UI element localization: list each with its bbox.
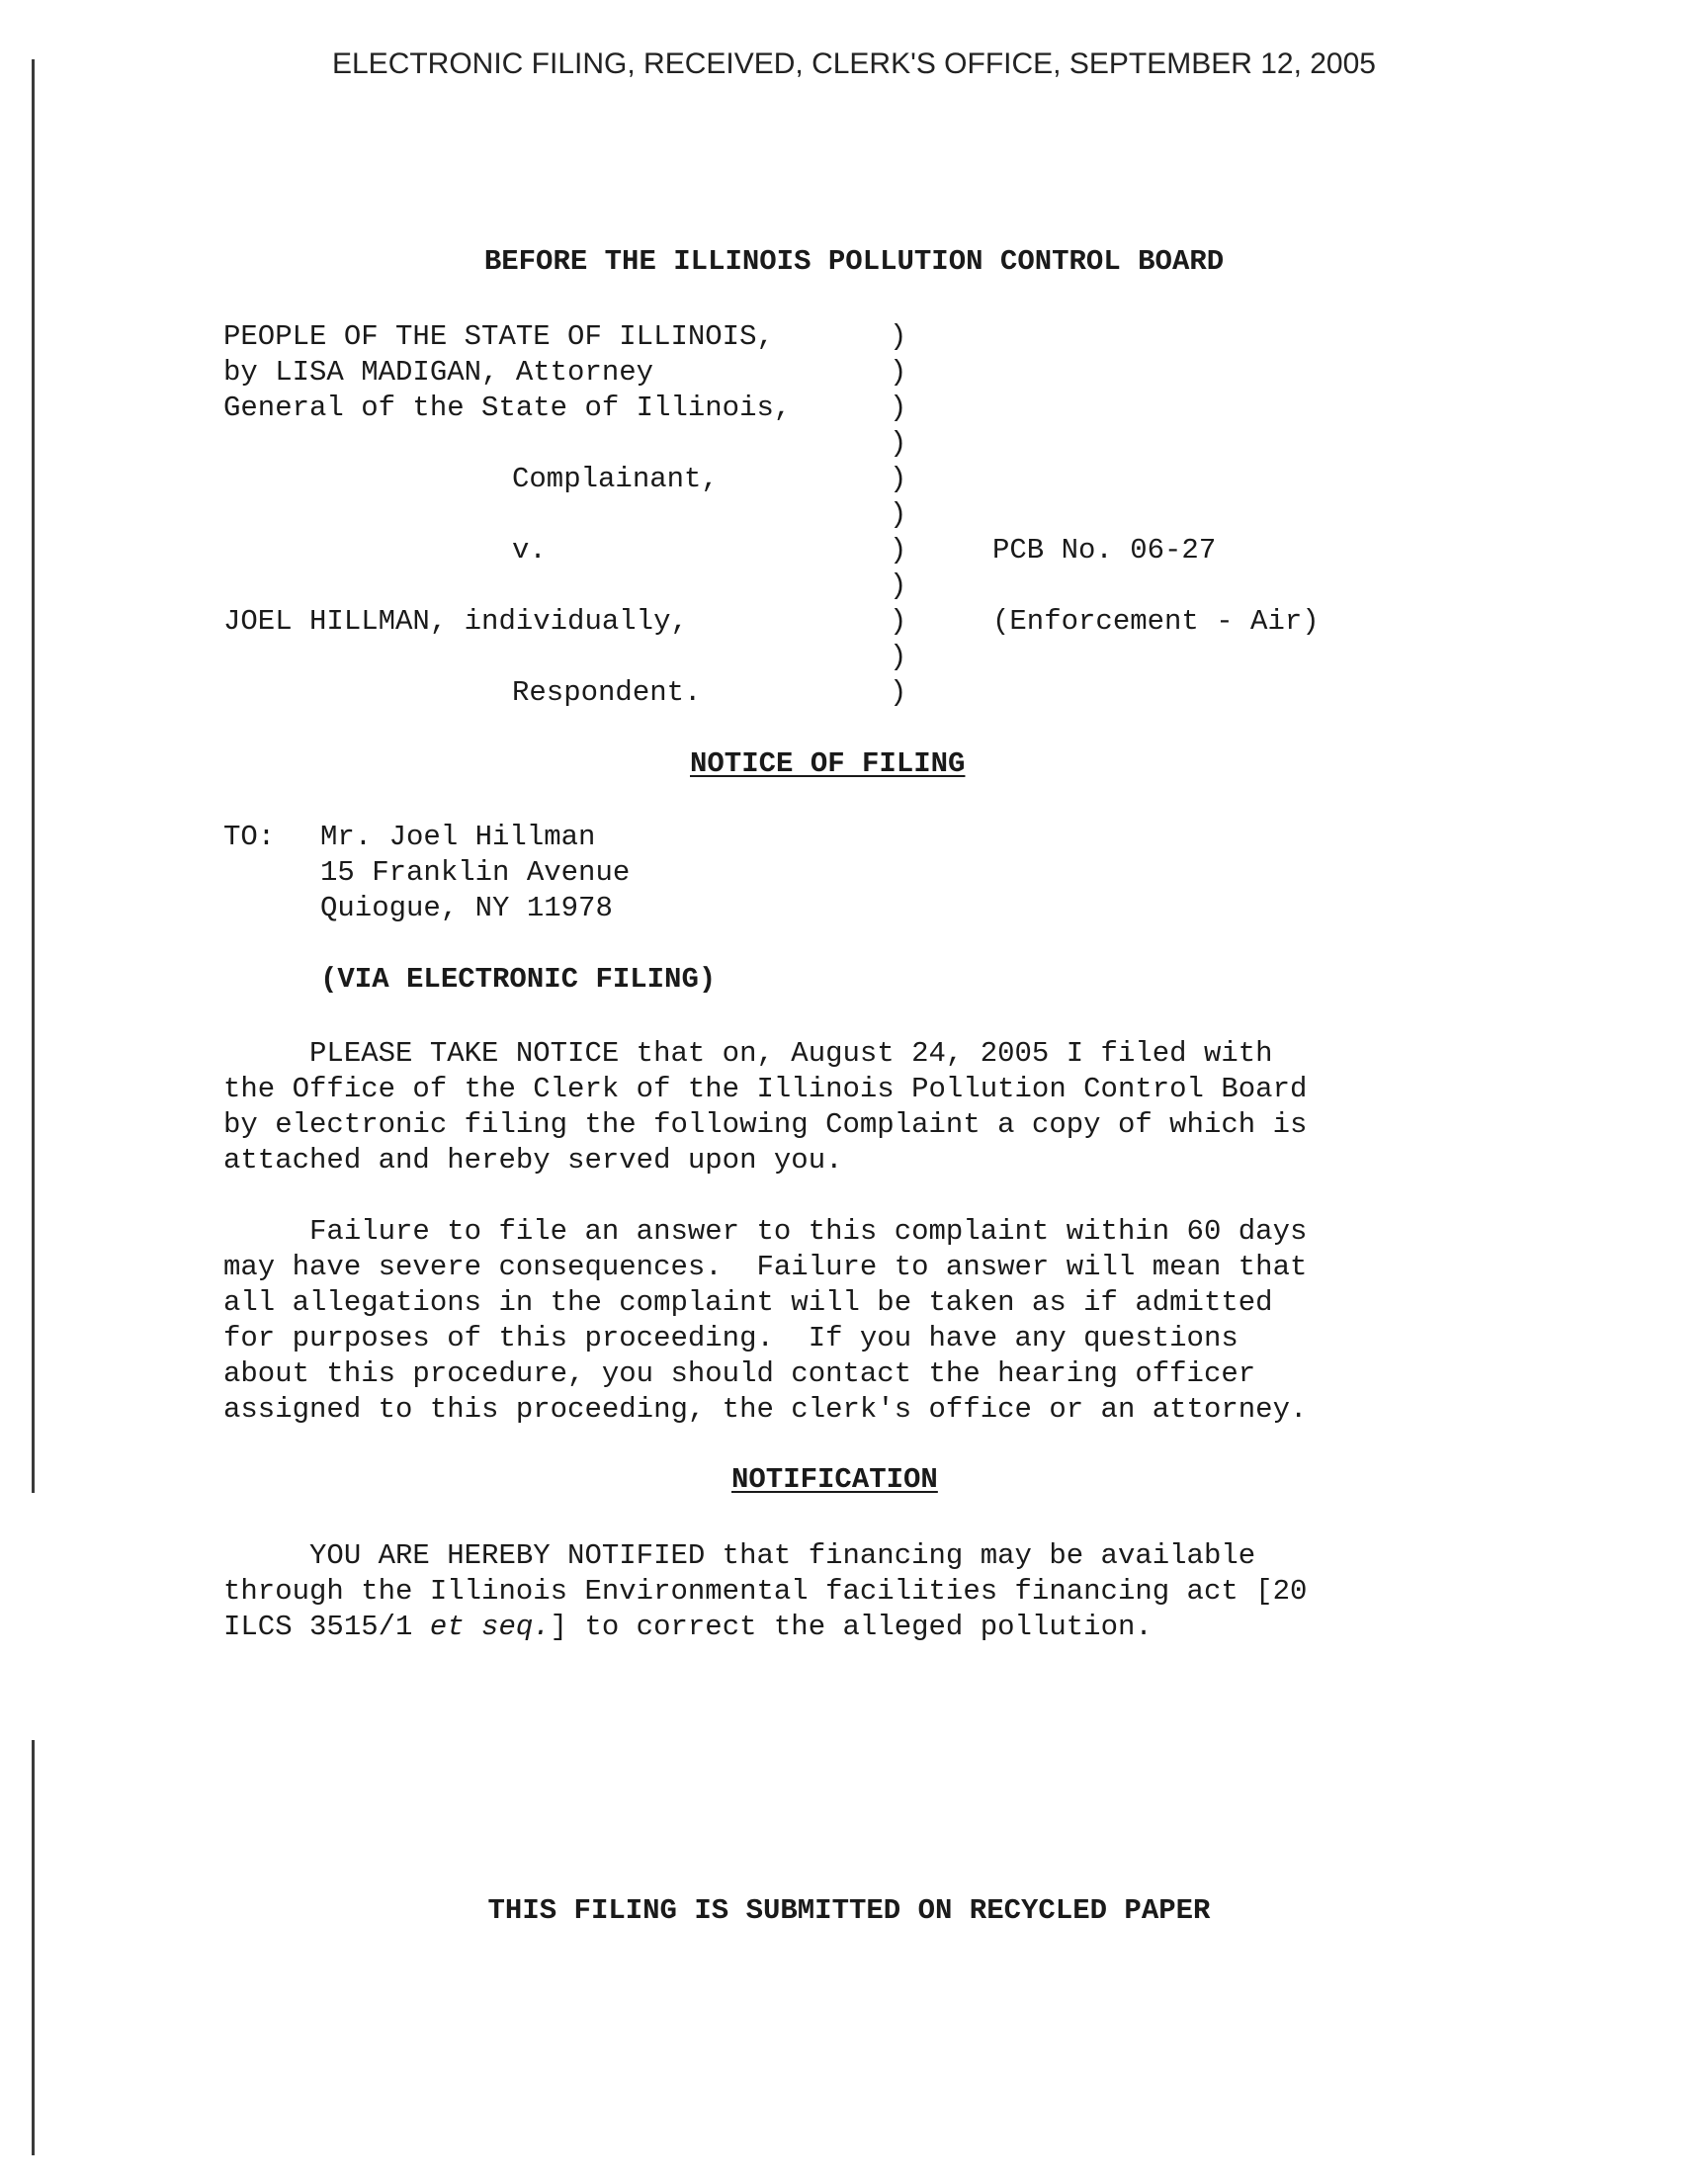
notification-title: NOTIFICATION <box>731 1463 938 1496</box>
paragraph-line: all allegations in the complaint will be taken as if admitted <box>223 1286 1273 1319</box>
caption-paren: ) <box>890 463 907 495</box>
caption-paren: ) <box>890 569 907 602</box>
paragraph-line: attached and hereby served upon you. <box>223 1144 843 1177</box>
notice-title: NOTICE OF FILING <box>690 747 966 780</box>
paragraph-line: through the Illinois Environmental facilities financing act [20 <box>223 1575 1308 1608</box>
caption-paren: ) <box>890 427 907 460</box>
case-type: (Enforcement - Air) <box>992 605 1320 638</box>
paragraph-line: YOU ARE HEREBY NOTIFIED that financing may be available <box>223 1539 1256 1572</box>
caption-paren: ) <box>890 534 907 567</box>
citation-text: ILCS 3515/1 <box>223 1611 430 1643</box>
respondent-role: Respondent. <box>512 676 702 709</box>
paragraph-line: the Office of the Clerk of the Illinois Pollution Control Board <box>223 1073 1308 1105</box>
to-label: TO: <box>223 821 276 853</box>
notification-paragraph <box>223 1538 1449 1645</box>
caption-paren: ) <box>890 392 907 424</box>
paragraph-line: for purposes of this proceeding. If you have any questions <box>223 1322 1238 1354</box>
paragraph-line <box>223 1610 1449 1645</box>
filing-stamp: ELECTRONIC FILING, RECEIVED, CLERK'S OFFICE, SEPTEMBER 12, 2005 <box>331 47 1376 80</box>
citation-text: ] to correct the alleged pollution. <box>550 1611 1153 1643</box>
address-line: Mr. Joel Hillman <box>320 821 596 853</box>
via-electronic-filing: (VIA ELECTRONIC FILING) <box>320 963 717 996</box>
paragraph-line: assigned to this proceeding, the clerk's office or an attorney. <box>223 1393 1308 1426</box>
paragraph-line: may have severe consequences. Failure to answer will mean that <box>223 1251 1308 1283</box>
caption-paren: ) <box>890 641 907 673</box>
complainant-line: by LISA MADIGAN, Attorney <box>223 356 654 389</box>
board-heading: BEFORE THE ILLINOIS POLLUTION CONTROL BOARD <box>483 245 1225 278</box>
paragraph-line: PLEASE TAKE NOTICE that on, August 24, 2005 I filed with <box>223 1037 1273 1070</box>
paragraph-line: Failure to file an answer to this complaint within 60 days <box>223 1215 1308 1248</box>
address-line: Quiogue, NY 11978 <box>320 892 613 924</box>
citation-italic: et seq. <box>429 1611 551 1643</box>
versus: v. <box>512 534 547 567</box>
recycled-paper-footer: THIS FILING IS SUBMITTED ON RECYCLED PAPER <box>487 1894 1211 1927</box>
address-line: 15 Franklin Avenue <box>320 856 631 889</box>
failure-paragraph <box>223 1214 1449 1428</box>
respondent-name: JOEL HILLMAN, individually, <box>223 605 688 638</box>
caption-paren: ) <box>890 320 907 353</box>
caption-paren: ) <box>890 356 907 389</box>
caption-paren: ) <box>890 498 907 531</box>
complainant-line: PEOPLE OF THE STATE OF ILLINOIS, <box>223 320 774 353</box>
complainant-role: Complainant, <box>512 463 719 495</box>
complainant-line: General of the State of Illinois, <box>223 392 792 424</box>
scan-edge-line <box>32 1740 35 2155</box>
caption-paren: ) <box>890 605 907 638</box>
paragraph-line: about this procedure, you should contact the hearing officer <box>223 1357 1256 1390</box>
notice-paragraph <box>223 1036 1449 1179</box>
caption-paren: ) <box>890 676 907 709</box>
case-number: PCB No. 06-27 <box>992 534 1217 567</box>
paragraph-line: by electronic filing the following Complaint a copy of which is <box>223 1108 1308 1141</box>
